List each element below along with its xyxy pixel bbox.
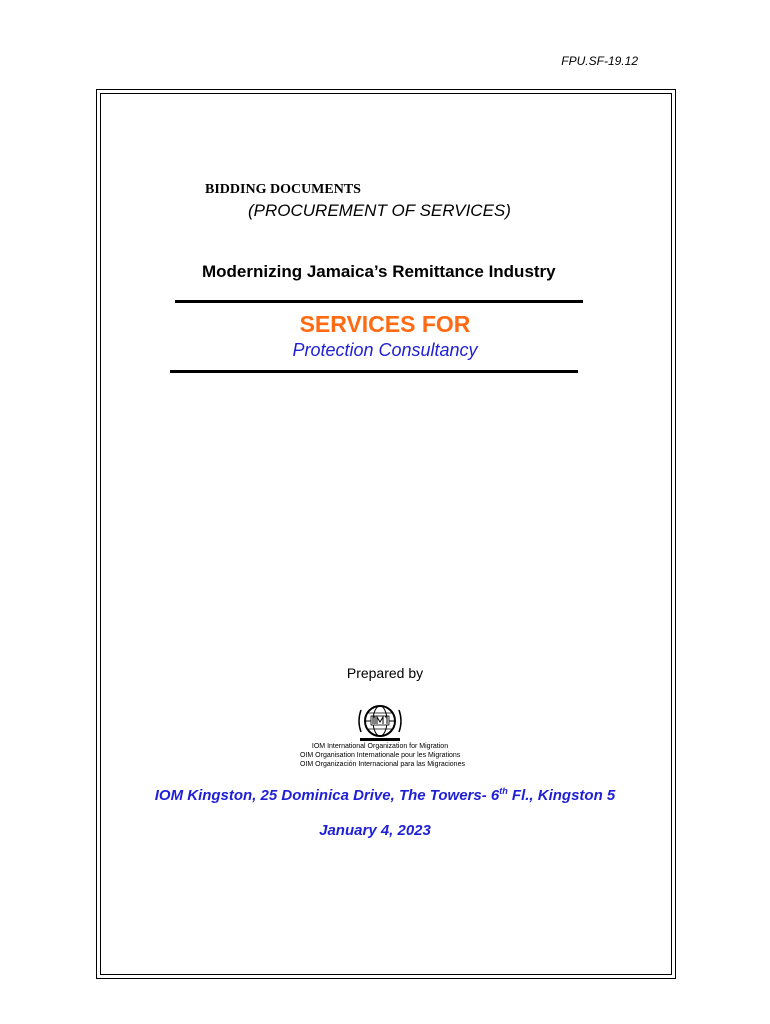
services-heading: SERVICES FOR — [299, 311, 471, 337]
form-code: FPU.SF-19.12 — [561, 54, 638, 68]
divider-top — [175, 300, 583, 303]
logo-line-fr: OIM Organisation Internationale pour les Migrations — [300, 752, 461, 759]
document-type: BIDDING DOCUMENTS — [205, 182, 361, 197]
office-address — [0, 786, 770, 804]
document-date: January 4, 2023 — [319, 822, 431, 839]
divider-bottom — [170, 370, 578, 373]
address-text: IOM Kingston, 25 Dominica Drive, The Towers- 6 — [154, 787, 500, 804]
logo-line-en: IOM International Organization for Migration — [311, 743, 449, 750]
logo-line-es: OIM Organización Internacional para las Migraciones — [300, 761, 465, 768]
project-title: Modernizing Jamaica’s Remittance Industry — [202, 262, 556, 281]
iom-globe-logo-icon — [355, 702, 405, 742]
services-subheading: Protection Consultancy — [292, 340, 478, 360]
page-border-inner — [100, 93, 672, 975]
prepared-by-label: Prepared by — [346, 665, 424, 681]
address-text-end: Fl., Kingston 5 — [507, 787, 616, 804]
procurement-type: (PROCUREMENT OF SERVICES) — [248, 201, 511, 220]
address-ordinal-suffix: th — [499, 786, 508, 796]
iom-logo — [300, 702, 465, 774]
